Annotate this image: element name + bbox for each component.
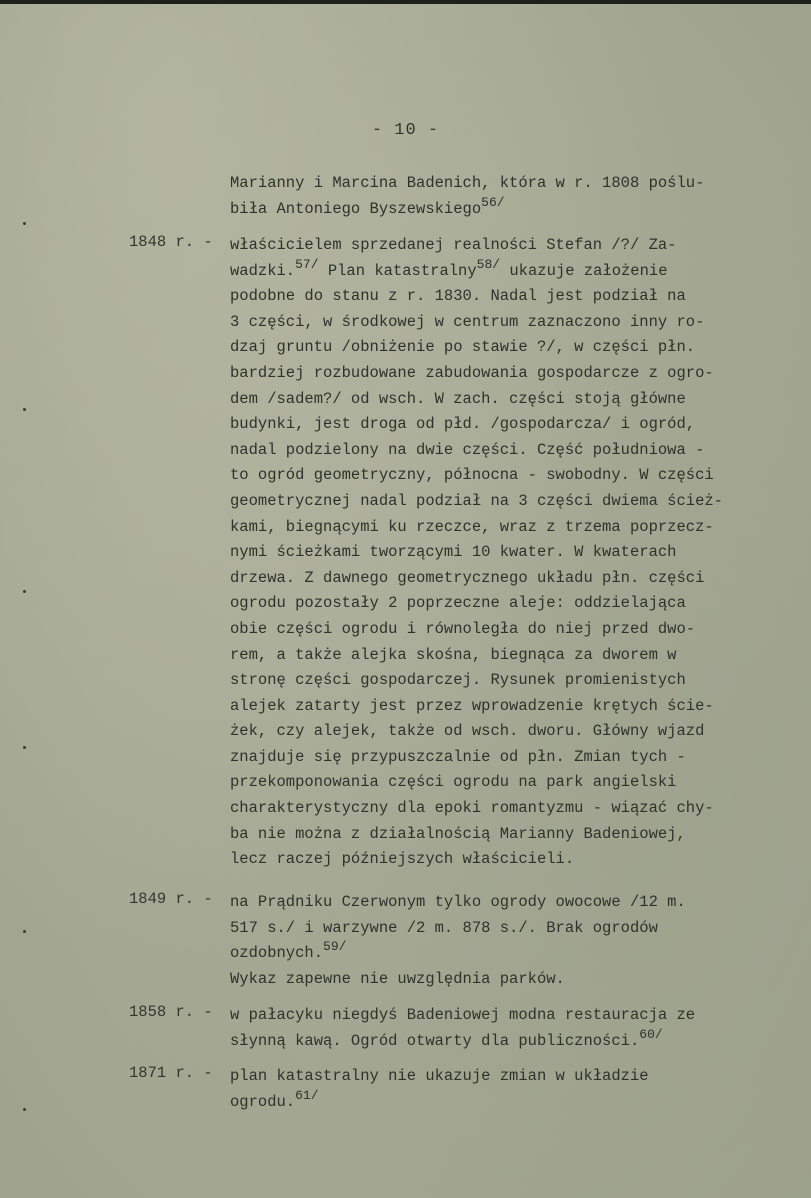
entry-year: 1858 r. -	[129, 1003, 213, 1021]
line-text: rem, a także alejka skośna, biegnąca za dworem w	[230, 645, 677, 664]
line-text: przekomponowania części ogrodu na park angielski	[230, 773, 677, 792]
entry-year: 1849 r. -	[129, 890, 213, 908]
line-text: budynki, jest droga od płd. /gospodarcza/ i ogród,	[230, 415, 696, 434]
page-number: - 10 -	[371, 121, 440, 140]
line-text: kami, biegnącymi ku rzeczce, wraz z trzema poprzecz-	[230, 517, 714, 536]
text-line	[230, 310, 790, 336]
entry-text	[230, 890, 790, 992]
line-text: to ogród geometryczny, północna - swobodny. W części	[230, 466, 714, 485]
text-line	[230, 515, 790, 541]
line-text: Plan katastralny	[318, 261, 477, 280]
entry-text	[230, 233, 790, 873]
text-line	[230, 438, 790, 464]
text-line	[230, 694, 790, 720]
line-text: na Prądniku Czerwonym tylko ogrody owocowe /12 m.	[230, 893, 686, 911]
footnote-ref: 59/	[323, 939, 347, 955]
intro-text	[230, 171, 790, 222]
text-line	[230, 890, 790, 916]
footnote-ref: 60/	[639, 1026, 663, 1042]
scan-speck	[23, 408, 26, 411]
text-line	[230, 967, 790, 993]
line-text: ukazuje założenie	[500, 261, 668, 280]
line-text: Wykaz zapewne nie uwzględnia parków.	[230, 969, 565, 988]
footnote-ref: 57/	[295, 256, 319, 272]
line-text: słynną kawą. Ogród otwarty dla publiczności.	[230, 1031, 640, 1050]
line-text: podobne do stanu z r. 1830. Nadal jest podział na	[230, 287, 686, 306]
text-line	[230, 847, 790, 873]
line-text: w pałacyku niegdyś Badeniowej modna restauracja ze	[230, 1006, 696, 1024]
text-line	[230, 1026, 790, 1055]
line-text: alejek zatarty jest przez wprowadzenie krętych ście-	[230, 696, 714, 715]
text-line	[230, 941, 790, 967]
line-text: nymi ścieżkami tworzącymi 10 kwater. W kwaterach	[230, 543, 677, 562]
text-line	[230, 387, 790, 413]
text-line	[230, 591, 790, 617]
line-text: Marianny i Marcina Badenich, która w r. 1808 poślu-	[230, 174, 705, 192]
line-text: biła Antoniego Byszewskiego	[230, 199, 482, 218]
line-text: właścicielem sprzedanej realności Stefan /?/ Za-	[230, 236, 677, 254]
scan-speck	[23, 590, 26, 593]
text-line	[230, 822, 790, 848]
text-line	[230, 489, 790, 515]
line-text: drzewa. Z dawnego geometrycznego układu płn. części	[230, 568, 705, 587]
entry-text	[230, 1064, 790, 1115]
line-text: ogrodu.	[230, 1092, 296, 1111]
text-line	[230, 463, 790, 489]
text-line	[230, 719, 790, 745]
footnote-ref: 56/	[481, 194, 505, 210]
text-line	[230, 335, 790, 361]
line-text: bardziej rozbudowane zabudowania gospodarcze z ogro-	[230, 363, 714, 382]
footnote-ref: 61/	[295, 1087, 319, 1103]
entry-year: 1871 r. -	[129, 1064, 213, 1082]
text-line	[230, 412, 790, 438]
text-line	[230, 668, 790, 694]
line-text: 3 części, w środkowej w centrum zaznaczono inny ro-	[230, 312, 705, 331]
footnote-ref: 58/	[476, 256, 501, 272]
text-line	[230, 1087, 790, 1116]
line-text: charakterystyczny dla epoki romantyzmu - wiązać chy-	[230, 799, 714, 818]
line-text: 517 s./ i warzywne /2 m. 878 s./. Brak ogrodów	[230, 918, 658, 937]
text-line	[230, 643, 790, 669]
scan-speck	[23, 1108, 26, 1111]
entry-year: 1848 r. -	[129, 233, 213, 251]
text-line	[230, 1003, 790, 1029]
line-text: stronę części gospodarczej. Rysunek promienistych	[230, 671, 686, 690]
scan-edge	[0, 0, 811, 4]
text-line	[230, 540, 790, 566]
text-line	[230, 1064, 790, 1090]
text-line	[230, 171, 790, 197]
line-text: plan katastralny nie ukazuje zmian w układzie	[230, 1067, 649, 1085]
text-line	[230, 256, 790, 285]
line-text: nadal podzielony na dwie części. Część południowa -	[230, 440, 705, 459]
text-line	[230, 617, 790, 643]
line-text: obie części ogrodu i równoległa do niej przed dwo-	[230, 619, 696, 638]
line-text: ogrodu pozostały 2 poprzeczne aleje: oddzielająca	[230, 594, 686, 613]
text-line	[230, 194, 790, 223]
scan-speck	[23, 746, 26, 749]
scan-speck	[23, 222, 26, 225]
line-text: wadzki.	[230, 261, 296, 280]
line-text: znajduje się przypuszczalnie od płn. Zmian tych -	[230, 747, 686, 766]
text-line	[230, 566, 790, 592]
text-line	[230, 233, 790, 259]
line-text: żek, czy alejek, także od wsch. dworu. Główny wjazd	[230, 722, 705, 741]
line-text: ozdobnych.	[230, 944, 324, 963]
line-text: geometrycznej nadal podział na 3 części dwiema ścież-	[230, 491, 723, 510]
scan-speck	[23, 930, 26, 933]
line-text: dzaj gruntu /obniżenie po stawie ?/, w części płn.	[230, 338, 696, 357]
text-line	[230, 745, 790, 771]
text-line	[230, 916, 790, 942]
line-text: ba nie można z działalnością Marianny Badeniowej,	[230, 824, 686, 843]
text-line	[230, 284, 790, 310]
text-line	[230, 361, 790, 387]
line-text: dem /sadem?/ od wsch. W zach. części stoją główne	[230, 389, 686, 408]
text-line	[230, 770, 790, 796]
entry-text	[230, 1003, 790, 1054]
text-line	[230, 796, 790, 822]
line-text: lecz raczej późniejszych właścicieli.	[230, 850, 575, 869]
